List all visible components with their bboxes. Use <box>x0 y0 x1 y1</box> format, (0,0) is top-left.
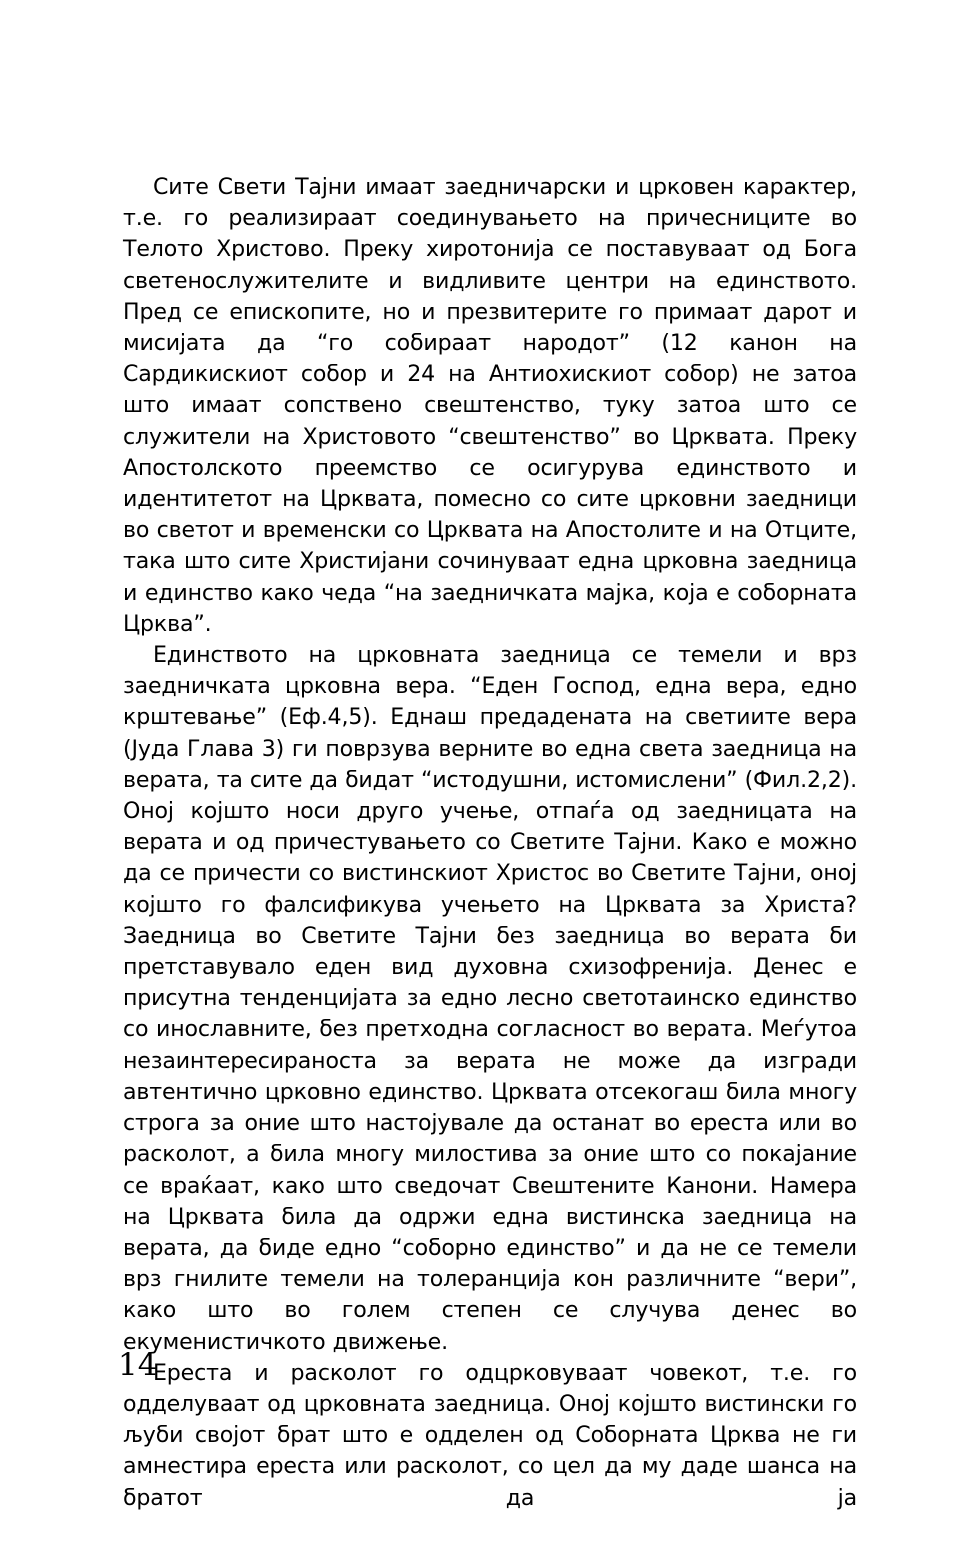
page-number: 14 <box>118 1347 158 1383</box>
paragraph-3: Ереста и расколот го одцрковуваат човекот, т.е. го одделуваат од црковната заедница. Оној којшто вистински го љуби својот брат што е одделен од Соборната Црква не ги амнестира ереста или расколот, со цел да му даде шанса на братот да ја <box>123 1359 857 1511</box>
paragraph-2: Единството на црковната заедница се темели и врз заедничката црковна вера. “Еден Господ, една вера, едно крштевање” (Еф.4,5). Еднаш предадената на светиите вера (Јуда Глава 3) ги поврзува верните во една света заедница на верата, та сите да бидат “истодушни, истомислени” (Фил.2,2). Оној којшто носи друго учење, отпаѓа од заедницата на верата и од причестувањето со Светите Тајни. Како е можно да се причести со вистинскиот Христос во Светите Тајни, оној којшто го фалсификува учењето на Црквата за Христа? Заедница во Светите Тајни без заедница во верата би претставувало еден вид духовна схизофренија. Денес е присутна тенденцијата за едно лесно светотаинско единство со инославните, без претходна согласност во верата. Меѓутоа незаинтересираноста за верата не може да изгради автентично црковно единство. Црквата отсекогаш била многу строга за оние што настојувале да останат во ереста или во расколот, а била многу милостива за оние што со покајание се враќаат, како што сведочат Свештените Канони. Намера на Црквата била да одржи една вистинска заедница на верата, да биде едно “соборно единство” и да не се темели врз гнилите темели на толеранција кон различните “вери”, како што во голем степен се случува денес во екуменистичкото движење. <box>123 642 857 1355</box>
paragraph-1: Сите Свети Тајни имаат заедничарски и црковен карактер, т.е. го реализираат соединувањето на причесниците во Телото Христово. Преку хиротонија се поставуваат од Бога светенослужителите и видливите центри на единството. Пред се епископите, но и презвитерите го примаат дарот и мисијата да “го собираат народот” (12 канон на Сардикискиот собор и 24 на Антиохискиот собор) не затоа што имаат сопствено свештенство, туку затоа што се служители на Христовото “свештенство” во Црквата. Преку Апостолското преемство се осигурува единството и идентитетот на Црквата, помесно со сите црковни заедници во светот и временски со Црквата на Апостолите и на Отците, така што сите Христијани сочинуваат една црковна заедница и единство како чеда “на заедничката мајка, која е соборната Црква”. <box>123 174 857 637</box>
body-text-block <box>123 172 857 1545</box>
